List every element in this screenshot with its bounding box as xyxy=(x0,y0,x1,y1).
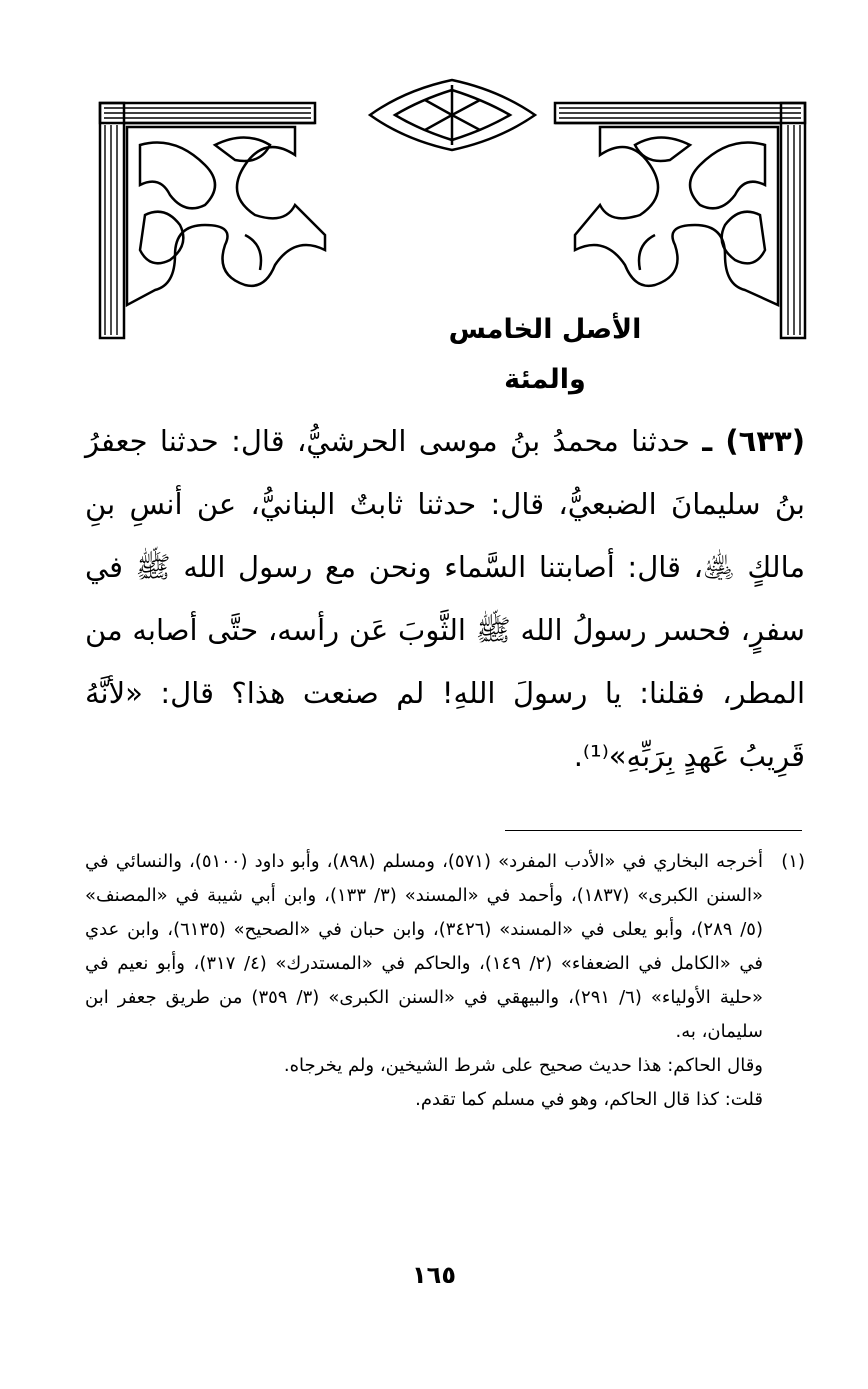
chapter-title: الأصل الخامس والمئة xyxy=(448,314,642,395)
footnote-note-author: قلت: كذا قال الحاكم، وهو في مسلم كما تقدم. xyxy=(415,1089,763,1110)
footnote-body: أخرجه البخاري في «الأدب المفرد» (٥٧١)، ومسلم (٨٩٨)، وأبو داود (٥١٠٠)، والنسائي في «السنن الكبرى» (١٨٣٧)، وأحمد في «المسند» (٣/ ١٣٣)، وابن أبي شيبة في «المصنف» (٥/ ٢٨٩)، وأبو يعلى في «المسند» (٣٤٢٦)، وابن حبان في «الصحيح» (٦١٣٥)، وابن عدي في «الكامل في الضعفاء» (٢/ ١٤٩)، والحاكم في «المستدرك» (٤/ ٣١٧)، وأبو نعيم في «حلية الأولياء» (٦/ ٢٩١)، والبيهقي في «السنن الكبرى» (٣/ ٣٥٩) من طريق جعفر ابن سليمان، به. xyxy=(85,851,764,1042)
footnote-divider xyxy=(505,830,802,831)
page-number: ١٦٥ xyxy=(412,1261,456,1289)
footnote-note-hakim: وقال الحاكم: هذا حديث صحيح على شرط الشيخين، ولم يخرجاه. xyxy=(283,1055,763,1076)
hadith-text-block xyxy=(85,410,805,788)
footnote-marker: (١) xyxy=(781,851,805,872)
hadith-body: حدثنا محمدُ بنُ موسى الحرشيُّ، قال: حدثنا جعفرُ بنُ سليمانَ الضبعيُّ، قال: حدثنا ثابتٌ البنانيُّ، عن أنسِ بنِ مالكٍ ﵁، قال: أصابتنا السَّماء ونحن مع رسول الله ﷺ في سفرٍ، فحسر رسولُ الله ﷺ الثَّوبَ عَن رأسه، حتَّى أصابه من المطر، فقلنا: يا رسولَ اللهِ! لم صنعت هذا؟ قال: «لأنَّهُ قَرِيبُ عَهدٍ بِرَبِّهِ»⁽¹⁾. xyxy=(85,424,805,773)
footnotes-block xyxy=(85,845,805,1117)
hadith-number: (٦٣٣) ـ xyxy=(702,424,806,458)
chapter-header-ornament xyxy=(95,75,810,395)
hadith-paragraph xyxy=(85,410,805,788)
footnote-item xyxy=(85,845,805,1049)
